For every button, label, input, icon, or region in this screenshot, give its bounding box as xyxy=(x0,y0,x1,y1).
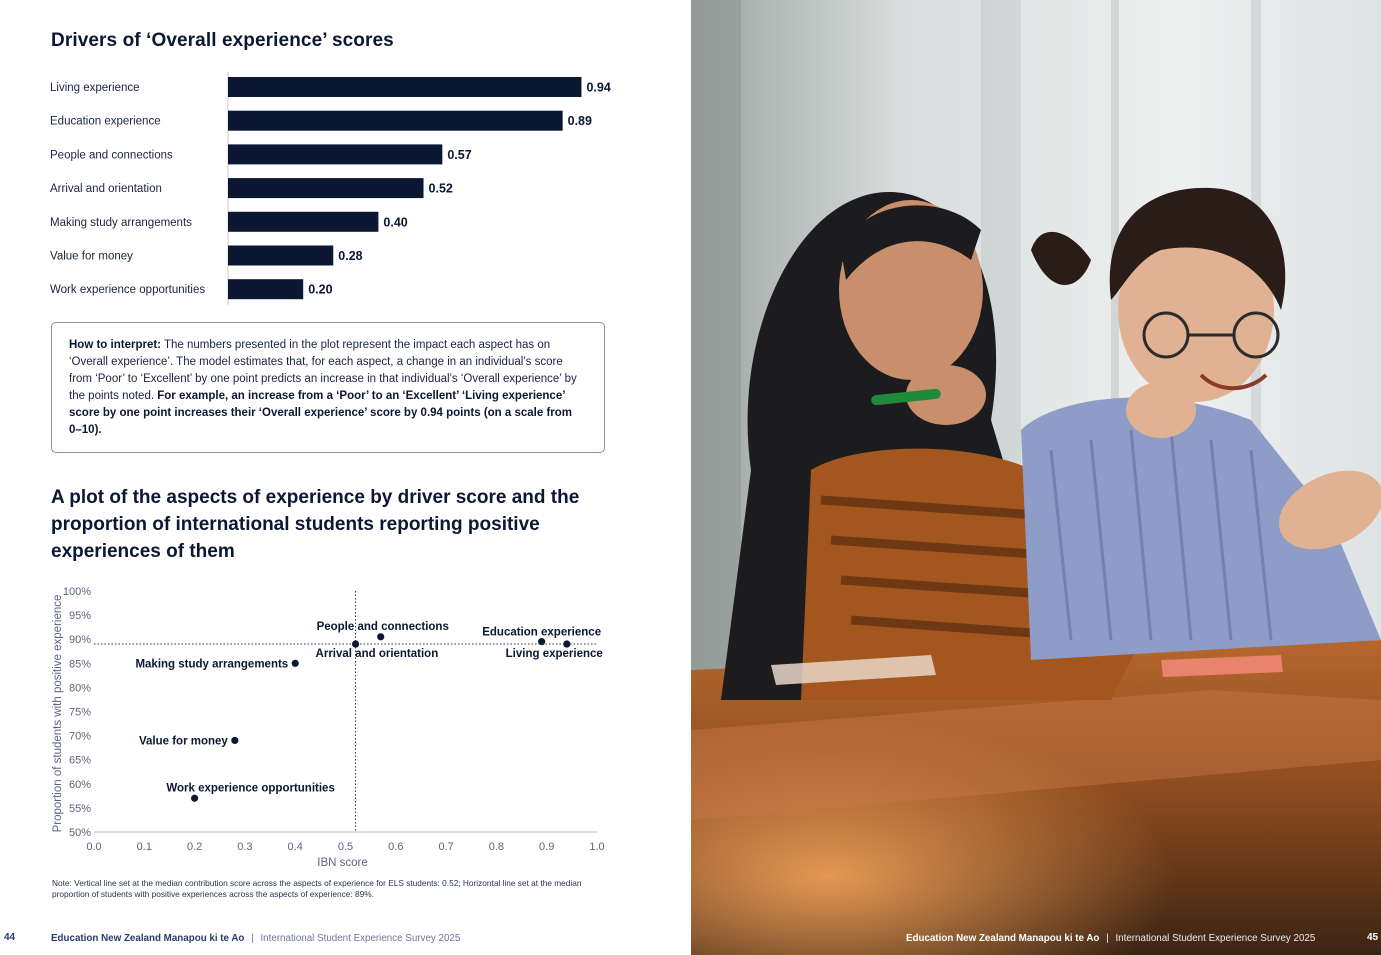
bar-category-label: Living experience xyxy=(50,82,140,94)
x-tick-label: 0.6 xyxy=(388,841,404,853)
y-tick-label: 75% xyxy=(68,706,91,719)
x-axis-title: IBN score xyxy=(317,857,368,869)
driver-scatter-plot xyxy=(0,575,691,875)
footer-report-right: International Student Experience Survey 2025 xyxy=(1115,933,1316,944)
bar xyxy=(228,144,442,164)
x-tick-label: 0.3 xyxy=(237,841,253,853)
bar-value-label: 0.20 xyxy=(308,282,333,297)
y-tick-label: 65% xyxy=(68,754,91,767)
x-tick-label: 0.7 xyxy=(438,841,454,853)
interpret-label: How to interpret: xyxy=(69,339,161,351)
page-number-left: 44 xyxy=(4,932,16,943)
y-axis-title: Proportion of students with positive experience xyxy=(52,594,64,833)
scatter-point-label: Living experience xyxy=(505,648,603,661)
scatter-point-label: Value for money xyxy=(138,735,228,748)
scatter-point xyxy=(292,660,299,667)
y-tick-label: 90% xyxy=(68,634,91,647)
right-page xyxy=(691,0,1381,955)
footer-separator-right: | xyxy=(1106,933,1109,944)
y-tick-label: 80% xyxy=(68,682,91,695)
bar-category-label: Education experience xyxy=(50,115,161,128)
x-tick-label: 1.0 xyxy=(589,841,605,853)
bar-category-label: People and connections xyxy=(50,149,173,162)
bar-value-label: 0.28 xyxy=(338,249,363,263)
bar-category-label: Making study arrangements xyxy=(50,216,192,229)
plot-heading: A plot of the aspects of experience by driver score and the proportion of international students reporting positive experiences of them xyxy=(51,487,580,562)
scatter-point xyxy=(231,737,238,744)
photo-two-students-icon xyxy=(691,0,1381,955)
footer-right xyxy=(906,933,1315,944)
bar xyxy=(228,246,333,266)
bar-value-label: 0.94 xyxy=(586,80,611,95)
drivers-bar-chart xyxy=(0,60,691,310)
footer-org-right: Education New Zealand Manapou ki te Ao xyxy=(906,933,1100,944)
y-tick-label: 95% xyxy=(68,610,91,623)
footer-separator-left: | xyxy=(251,933,254,944)
x-tick-label: 0.4 xyxy=(287,841,303,853)
x-tick-label: 0.2 xyxy=(186,841,203,853)
footer-org-left: Education New Zealand Manapou ki te Ao xyxy=(51,933,245,944)
footer-left xyxy=(51,933,460,944)
y-tick-label: 70% xyxy=(68,730,91,743)
bar-value-label: 0.89 xyxy=(567,114,592,129)
chart-footnote: Note: Vertical line set at the median contribution score across the aspects of experience for ELS students: 0.52; Horizontal line set at the median proportion of students with positive experiences across the aspects of experience: 89%. xyxy=(52,878,582,899)
bar xyxy=(228,178,424,198)
scatter-point-label: Education experience xyxy=(482,626,602,639)
scatter-point-label: Making study arrangements xyxy=(135,658,289,671)
y-tick-label: 60% xyxy=(68,778,91,791)
x-tick-label: 0.1 xyxy=(136,841,152,853)
y-tick-label: 50% xyxy=(68,827,91,839)
bar-category-label: Work experience opportunities xyxy=(50,284,206,297)
how-to-interpret-box xyxy=(51,322,605,453)
scatter-point xyxy=(538,638,545,645)
bar xyxy=(228,77,581,97)
bar-category-label: Value for money xyxy=(50,250,133,263)
bar-value-label: 0.52 xyxy=(428,181,453,196)
bar xyxy=(228,279,303,299)
scatter-point xyxy=(352,640,359,647)
interpret-example: For example, an increase from a ‘Poor’ to an ‘Excellent’ ‘Living experience’ score by one point increases their ‘Overall experience’ score by 0.94 points (on a scale from 0–10). xyxy=(69,390,573,436)
bar-value-label: 0.40 xyxy=(383,215,408,230)
scatter-point xyxy=(191,795,198,802)
footer-report-left: International Student Experience Survey 2025 xyxy=(260,933,461,944)
x-tick-label: 0.8 xyxy=(488,841,505,853)
x-tick-label: 0.9 xyxy=(539,841,555,853)
scatter-point xyxy=(563,640,570,647)
drivers-heading: Drivers of ‘Overall experience’ scores xyxy=(51,30,394,51)
page-number-right: 45 xyxy=(1367,932,1379,943)
x-tick-label: 0.5 xyxy=(337,841,354,853)
scatter-point-label: Arrival and orientation xyxy=(315,648,439,661)
y-tick-label: 55% xyxy=(68,802,91,815)
x-tick-label: 0.0 xyxy=(86,841,102,853)
bar xyxy=(228,212,378,232)
bar xyxy=(228,111,563,131)
y-tick-label: 100% xyxy=(62,586,91,598)
scatter-point xyxy=(377,633,384,640)
bar-value-label: 0.57 xyxy=(447,147,472,162)
y-tick-label: 85% xyxy=(68,658,91,671)
bar-category-label: Arrival and orientation xyxy=(50,183,162,196)
scatter-point-label: Work experience opportunities xyxy=(166,782,335,795)
interpret-text: The numbers presented in the plot represent the impact each aspect has on ‘Overall experience’. The model estimates that, for each aspect, a change in an individual’s score from ‘Poor’ to ‘Excellent’ by one point predicts an increase in that individual’s ‘Overall experience’ by the points noted. xyxy=(69,339,577,402)
scatter-point-label: People and connections xyxy=(316,620,449,633)
